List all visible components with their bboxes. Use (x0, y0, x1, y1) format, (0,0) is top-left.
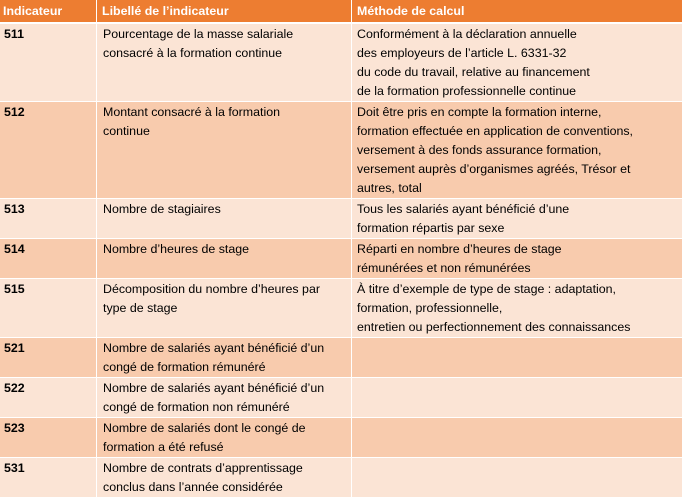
calculation-method (352, 102, 683, 199)
indicator-label-line: Nombre de salariés ayant bénéficié d’un (103, 341, 325, 355)
table-row (0, 24, 683, 102)
calculation-method (352, 199, 683, 239)
indicator-label (97, 338, 352, 378)
indicator-label (97, 102, 352, 199)
calculation-method-line: du code du travail, relative au financement (357, 65, 590, 79)
indicator-label-line: Nombre de stagiaires (103, 202, 221, 216)
indicator-label-line: Nombre de salariés ayant bénéficié d’un (103, 381, 325, 395)
calculation-method-line: À titre d’exemple de type de stage : adaptation, (357, 282, 616, 296)
indicator-label-line: congé de formation non rémunéré (103, 400, 290, 414)
table-row (0, 279, 683, 338)
calculation-method-line: entretien ou perfectionnement des connaissances (357, 320, 631, 334)
indicator-code: 514 (0, 239, 97, 279)
calculation-method-line: des employeurs de l’article L. 6331-32 (357, 46, 567, 60)
table-row (0, 338, 683, 378)
indicator-label (97, 239, 352, 279)
calculation-method (352, 458, 683, 498)
calculation-method (352, 279, 683, 338)
calculation-method-line: versement auprès d’organismes agréés, Trésor et (357, 162, 631, 176)
indicator-label (97, 279, 352, 338)
header-indicator: Indicateur (0, 0, 97, 24)
calculation-method (352, 378, 683, 418)
indicator-label-line: formation a été refusé (103, 440, 224, 454)
calculation-method (352, 239, 683, 279)
indicator-label-line: Nombre d’heures de stage (103, 242, 250, 256)
calculation-method-line: formation, professionnelle, (357, 301, 503, 315)
indicator-code: 522 (0, 378, 97, 418)
table-row (0, 239, 683, 279)
header-label: Libellé de l’indicateur (97, 0, 352, 24)
indicator-code: 512 (0, 102, 97, 199)
table-body (0, 24, 683, 498)
indicator-code: 513 (0, 199, 97, 239)
calculation-method-line: formation effectuée en application de conventions, (357, 124, 633, 138)
indicator-label (97, 458, 352, 498)
table-row (0, 418, 683, 458)
table-row (0, 378, 683, 418)
calculation-method-line: rémunérées et non rémunérées (357, 261, 531, 275)
indicator-label-line: continue (103, 124, 150, 138)
indicator-label (97, 24, 352, 102)
indicator-label (97, 378, 352, 418)
calculation-method-line: formation répartis par sexe (357, 221, 505, 235)
calculation-method-line: de la formation professionnelle continue (357, 84, 577, 98)
calculation-method-line: versement à des fonds assurance formation, (357, 143, 602, 157)
calculation-method (352, 418, 683, 458)
calculation-method (352, 338, 683, 378)
table-row (0, 458, 683, 498)
indicator-label-line: Nombre de contrats d’apprentissage (103, 461, 303, 475)
indicator-label-line: Nombre de salariés dont le congé de (103, 421, 306, 435)
header-row (0, 0, 683, 24)
table-row (0, 102, 683, 199)
calculation-method-line: Doit être pris en compte la formation interne, (357, 105, 602, 119)
calculation-method-line: Tous les salariés ayant bénéficié d’une (357, 202, 570, 216)
indicator-label-line: type de stage (103, 301, 178, 315)
indicator-label-line: Pourcentage de la masse salariale (103, 27, 294, 41)
indicator-code: 511 (0, 24, 97, 102)
indicator-label-line: consacré à la formation continue (103, 46, 283, 60)
calculation-method-line: autres, total (357, 181, 422, 195)
indicator-label (97, 418, 352, 458)
calculation-method-line: Réparti en nombre d’heures de stage (357, 242, 562, 256)
indicator-label (97, 199, 352, 239)
calculation-method-line: Conformément à la déclaration annuelle (357, 27, 577, 41)
indicator-label-line: Décomposition du nombre d’heures par (103, 282, 320, 296)
header-method: Méthode de calcul (352, 0, 683, 24)
indicator-code: 523 (0, 418, 97, 458)
indicator-code: 531 (0, 458, 97, 498)
indicator-label-line: Montant consacré à la formation (103, 105, 281, 119)
indicator-label-line: conclus dans l’année considérée (103, 480, 283, 494)
calculation-method (352, 24, 683, 102)
table-row (0, 199, 683, 239)
indicator-code: 521 (0, 338, 97, 378)
indicator-label-line: congé de formation rémunéré (103, 360, 266, 374)
indicator-code: 515 (0, 279, 97, 338)
